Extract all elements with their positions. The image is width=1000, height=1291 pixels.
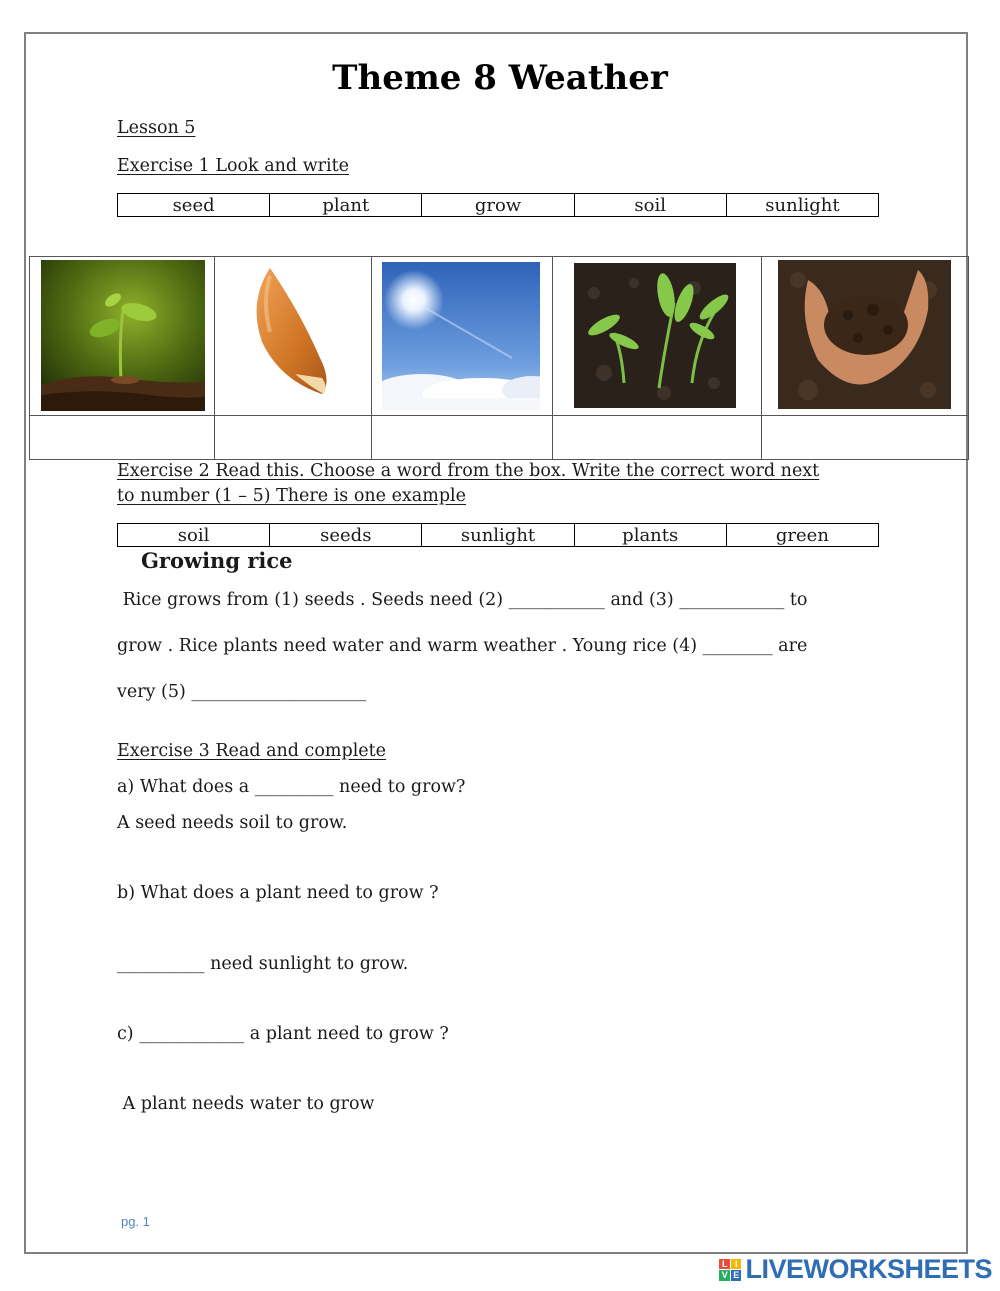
answer-cell-1[interactable] — [30, 415, 212, 459]
soil-in-hands-picture — [778, 260, 951, 409]
seedling-picture — [41, 260, 205, 411]
passage-line-2: grow . Rice plants need water and warm weather . Young rice (4) ________ are — [117, 636, 808, 656]
answer-cell-3[interactable] — [372, 415, 550, 459]
question-a: a) What does a _________ need to grow? — [117, 777, 466, 797]
answer-cell-5[interactable] — [762, 415, 967, 459]
exercise1-heading: Exercise 1 Look and write — [117, 156, 350, 176]
answer-c: A plant needs water to grow — [117, 1094, 375, 1114]
lesson-label: Lesson 5 — [117, 118, 196, 138]
question-b: b) What does a plant need to grow ? — [117, 883, 439, 903]
page-number: pg. 1 — [121, 1214, 150, 1229]
word-box-cell: soil — [575, 194, 727, 216]
young-plants-picture — [574, 263, 736, 408]
page-title: Theme 8 Weather — [332, 58, 668, 98]
brand-name: LIVEWORKSHEETS — [745, 1254, 992, 1284]
answer-cell-2[interactable] — [215, 415, 369, 459]
word-box-cell: green — [775, 525, 829, 546]
answer-b: __________ need sunlight to grow. — [117, 954, 409, 974]
word-box-cell: plants — [575, 524, 727, 546]
exercise3-heading: Exercise 3 Read and complete — [117, 741, 387, 761]
word-box-cell: soil — [118, 524, 270, 546]
answer-a: A seed needs soil to grow. — [117, 813, 348, 833]
liveworksheets-logo-icon: L I V E — [719, 1259, 741, 1281]
sunlight-picture — [382, 262, 540, 410]
word-box-cell: seed — [118, 194, 270, 216]
word-box-cell: grow — [422, 194, 574, 216]
passage-line-1: Rice grows from (1) seeds . Seeds need (2) ___________ and (3) ____________ to — [117, 590, 808, 610]
word-box-cell: seeds — [270, 524, 422, 546]
passage-title: Growing rice — [141, 548, 293, 573]
word-box-cell: sunlight — [422, 524, 574, 546]
exercise2-heading-line1: Exercise 2 Read this. Choose a word from the box. Write the correct word next — [117, 461, 820, 481]
exercise2-heading-line2: to number (1 – 5) There is one example — [117, 486, 466, 506]
seed-picture — [240, 262, 340, 400]
exercise1-word-box — [117, 193, 879, 217]
liveworksheets-brand — [719, 1254, 992, 1285]
word-box-cell: plant — [270, 194, 422, 216]
question-c: c) ____________ a plant need to grow ? — [117, 1024, 449, 1044]
exercise2-word-box — [117, 523, 879, 547]
answer-cell-4[interactable] — [553, 415, 759, 459]
word-box-cell: sunlight — [765, 195, 840, 216]
passage-line-3: very (5) ____________________ — [117, 682, 367, 702]
